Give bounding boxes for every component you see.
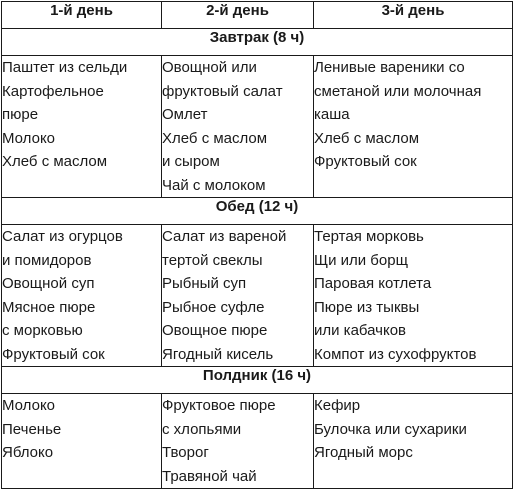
day-header-1: 1-й день (2, 2, 162, 29)
menu-item-line: Салат из огурцов (2, 228, 123, 245)
menu-item-line: Рыбный суп (162, 275, 247, 292)
meal-title-row (2, 29, 513, 56)
day-1-items (2, 56, 162, 198)
meal-title: Обед (12 ч) (2, 198, 513, 225)
meal-items-row (2, 56, 513, 198)
meal-items-row (2, 225, 513, 367)
menu-item-line: Хлеб с маслом (2, 153, 108, 170)
menu-item-line: Ленивые вареники со (314, 59, 465, 76)
menu-item-line: Паштет из сельди (2, 59, 128, 76)
menu-item-line: Творог (162, 444, 209, 461)
menu-item-line: Рыбное суфле (162, 298, 265, 316)
menu-item-line: Фруктовый сок (314, 153, 417, 170)
menu-item-line: Хлеб с маслом (162, 129, 268, 147)
day-3-items (314, 56, 513, 198)
menu-item-line: Картофельное (2, 82, 104, 100)
menu-item-line: и сыром (162, 153, 220, 170)
menu-item-line: Молоко (2, 397, 56, 414)
menu-item-line: с морковью (2, 322, 83, 339)
day-2-items (162, 225, 314, 367)
menu-item-line: Молоко (2, 129, 56, 147)
menu-item-line: Чай с молоком (162, 176, 266, 194)
day-2-items (162, 394, 314, 489)
menu-item-line: Салат из вареной (162, 228, 287, 245)
meal-title: Полдник (16 ч) (2, 367, 513, 394)
day-3-items (314, 225, 513, 367)
menu-item-line: Овощной или (162, 59, 257, 76)
meal-plan-table (1, 1, 513, 489)
menu-item-line: Пюре из тыквы (314, 298, 420, 316)
menu-item-line: и помидоров (2, 251, 92, 269)
meal-body (2, 29, 513, 489)
day-header-3: 3-й день (314, 2, 513, 29)
menu-item-line: Фруктовый сок (2, 345, 105, 363)
menu-item-line: или кабачков (314, 322, 407, 339)
day-1-items (2, 225, 162, 367)
menu-item-line: Кефир (314, 397, 361, 414)
menu-item-line: Булочка или сухарики (314, 420, 467, 438)
meal-title-row (2, 367, 513, 394)
menu-item-line: Хлеб с маслом (314, 129, 420, 147)
menu-item-line: Ягодный морс (314, 444, 413, 461)
menu-item-line: сметаной или молочная (314, 82, 482, 100)
meal-items-row (2, 394, 513, 489)
meal-title: Завтрак (8 ч) (2, 29, 513, 56)
menu-item-line: Печенье (2, 420, 62, 438)
day-header-2: 2-й день (162, 2, 314, 29)
menu-item-line: Фруктовое пюре (162, 397, 276, 414)
menu-item-line: Яблоко (2, 444, 54, 461)
menu-item-line: Мясное пюре (2, 298, 96, 316)
day-3-items (314, 394, 513, 489)
menu-item-line: с хлопьями (162, 420, 242, 438)
day-2-items (162, 56, 314, 198)
menu-item-line: Овощной суп (2, 275, 95, 292)
header-row (2, 2, 513, 29)
meal-title-row (2, 198, 513, 225)
menu-item-line: Овощное пюре (162, 322, 268, 339)
day-1-items (2, 394, 162, 489)
menu-item-line: Компот из сухофруктов (314, 345, 477, 363)
menu-item-line: тертой свеклы (162, 251, 263, 269)
menu-item-line: Травяной чай (162, 467, 257, 485)
menu-item-line: фруктовый салат (162, 82, 283, 100)
menu-item-line: Щи или борщ (314, 251, 408, 269)
menu-item-line: Омлет (162, 106, 208, 123)
menu-item-line: пюре (2, 106, 39, 123)
menu-item-line: Ягодный кисель (162, 345, 274, 363)
menu-item-line: Паровая котлета (314, 275, 432, 292)
menu-item-line: каша (314, 106, 350, 123)
menu-item-line: Тертая морковь (314, 228, 424, 245)
